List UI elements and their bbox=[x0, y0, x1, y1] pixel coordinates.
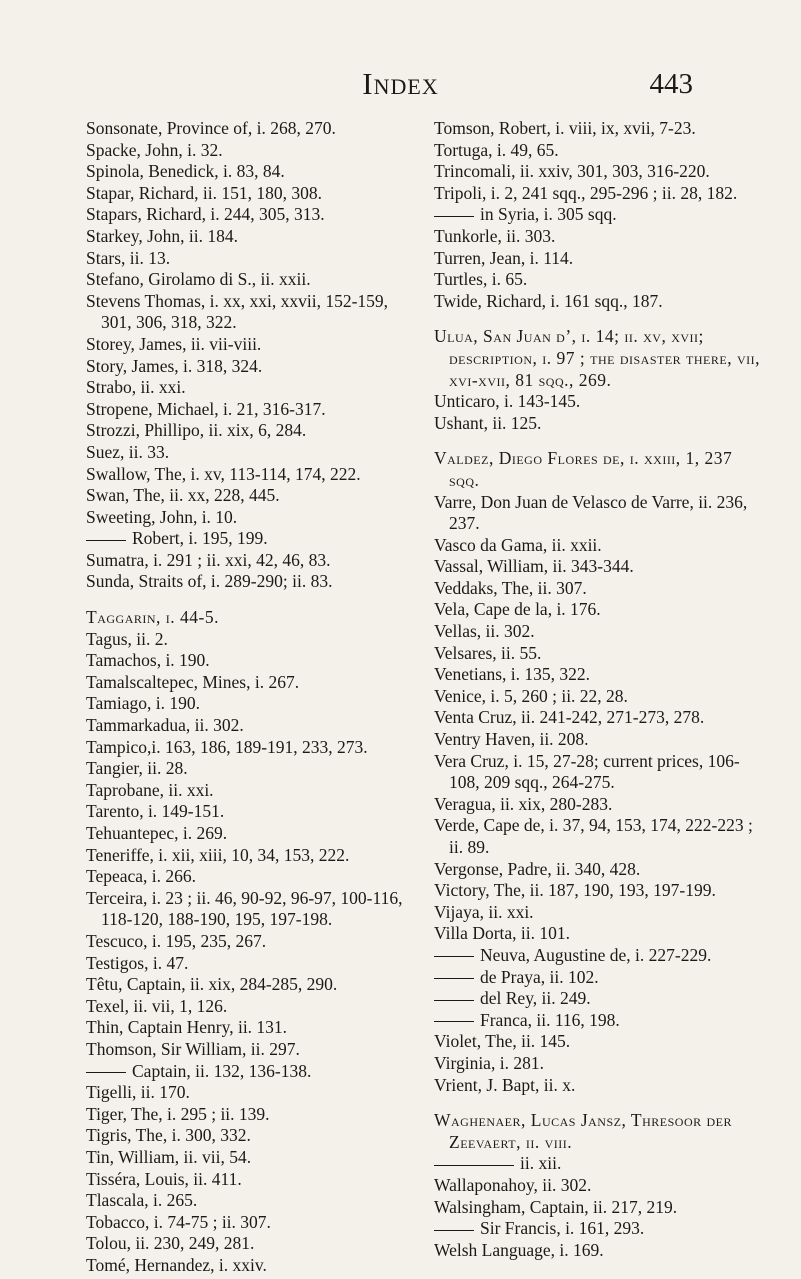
index-entry bbox=[434, 729, 764, 751]
index-entry bbox=[86, 974, 416, 996]
index-entry-text: Sweeting, John, i. 10. bbox=[86, 506, 238, 527]
index-entry-text: de Praya, ii. 102. bbox=[480, 966, 599, 987]
index-entry bbox=[86, 650, 416, 672]
index-entry-text: ii. xii. bbox=[520, 1153, 562, 1174]
index-entry bbox=[86, 1190, 416, 1212]
index-entry-text: Strabo, ii. xxi. bbox=[86, 377, 186, 398]
index-entry-text: Tomé, Hernandez, i. xxiv. bbox=[86, 1254, 267, 1275]
index-entry bbox=[434, 945, 764, 967]
index-entry bbox=[86, 1061, 416, 1083]
index-entry bbox=[434, 880, 764, 902]
index-entry-text: Taprobane, ii. xxi. bbox=[86, 779, 214, 800]
index-entry-text: Storey, James, ii. vii-viii. bbox=[86, 333, 262, 354]
index-entry-text: Sonsonate, Province of, i. 268, 270. bbox=[86, 118, 336, 138]
index-entry bbox=[434, 1053, 764, 1075]
index-entry bbox=[434, 621, 764, 643]
index-entry-text: Tin, William, ii. vii, 54. bbox=[86, 1146, 252, 1167]
index-entry-text: Stropene, Michael, i. 21, 316-317. bbox=[86, 398, 326, 419]
index-entry-text: Valdez, Diego Flores de, i. xxiii, 1, 237 sqq. bbox=[434, 448, 733, 490]
index-entry bbox=[86, 1017, 416, 1039]
index-entry-text: Varre, Don Juan de Velasco de Varre, ii. 236, 237. bbox=[434, 491, 748, 534]
ditto-dash bbox=[86, 540, 126, 541]
index-entry bbox=[434, 1218, 764, 1240]
index-entry-text: Tangier, ii. 28. bbox=[86, 758, 188, 779]
index-entry bbox=[86, 931, 416, 953]
index-entry bbox=[86, 758, 416, 780]
index-entry-text: Spinola, Benedick, i. 83, 84. bbox=[86, 161, 285, 182]
index-entry-text: Tlascala, i. 265. bbox=[86, 1190, 198, 1211]
ditto-dash bbox=[434, 956, 474, 957]
index-entry-text: Stefano, Girolamo di S., ii. xxii. bbox=[86, 269, 311, 290]
index-entry bbox=[86, 399, 416, 421]
index-entry-text: Swan, The, ii. xx, 228, 445. bbox=[86, 485, 280, 506]
index-entry bbox=[434, 707, 764, 729]
index-entry-text: Sunda, Straits of, i. 289-290; ii. 83. bbox=[86, 571, 333, 592]
index-entry-text: Venta Cruz, ii. 241-242, 271-273, 278. bbox=[434, 707, 705, 728]
index-entry-text: Tisséra, Louis, ii. 411. bbox=[86, 1168, 242, 1189]
index-entry-text: Captain, ii. 132, 136-138. bbox=[132, 1060, 312, 1081]
index-entry bbox=[86, 377, 416, 399]
index-entry bbox=[86, 140, 416, 162]
index-entry-text: Vergonse, Padre, ii. 340, 428. bbox=[434, 858, 641, 879]
ditto-dash bbox=[434, 1000, 474, 1001]
index-entry-text: Tobacco, i. 74-75 ; ii. 307. bbox=[86, 1211, 271, 1232]
index-entry bbox=[86, 1039, 416, 1061]
index-entry-text: Sir Francis, i. 161, 293. bbox=[480, 1218, 645, 1239]
index-entry bbox=[434, 751, 764, 794]
index-entry-text: Tamalscaltepec, Mines, i. 267. bbox=[86, 671, 300, 692]
index-entry-text: Tigelli, ii. 170. bbox=[86, 1082, 190, 1103]
index-entry bbox=[86, 1082, 416, 1104]
index-entry-text: Venice, i. 5, 260 ; ii. 22, 28. bbox=[434, 685, 628, 706]
index-entry bbox=[86, 442, 416, 464]
page-header bbox=[0, 66, 801, 106]
index-entry bbox=[86, 1147, 416, 1169]
index-entry-text: Walsingham, Captain, ii. 217, 219. bbox=[434, 1196, 678, 1217]
index-entry bbox=[86, 118, 416, 140]
index-entry-text: Swallow, The, i. xv, 113-114, 174, 222. bbox=[86, 463, 361, 484]
page-number: 443 bbox=[649, 68, 693, 100]
index-entry bbox=[434, 448, 764, 491]
index-entry-text: Vera Cruz, i. 15, 27-28; current prices, 106-108, 209 sqq., 264-275. bbox=[434, 750, 740, 793]
index-entry bbox=[86, 485, 416, 507]
index-entry bbox=[434, 269, 764, 291]
index-entry bbox=[86, 801, 416, 823]
index-entry bbox=[434, 902, 764, 924]
index-entry-text: Unticaro, i. 143-145. bbox=[434, 391, 581, 412]
index-entry-text: Virginia, i. 281. bbox=[434, 1052, 544, 1073]
index-entry-text: Venetians, i. 135, 322. bbox=[434, 664, 591, 685]
index-entry bbox=[86, 845, 416, 867]
index-entry-text: Veragua, ii. xix, 280-283. bbox=[434, 793, 613, 814]
index-entry-text: Tepeaca, i. 266. bbox=[86, 866, 197, 887]
index-entry bbox=[434, 686, 764, 708]
index-entry bbox=[434, 599, 764, 621]
index-entry bbox=[86, 866, 416, 888]
index-entry bbox=[86, 780, 416, 802]
index-entry bbox=[434, 1031, 764, 1053]
index-entry-text: Ulua, San Juan d’, i. 14; ii. xv, xvii; description, i. 97 ; the disaster there, vii, xvi-xvii, 81 sqq., 269. bbox=[434, 326, 760, 390]
index-entry bbox=[86, 269, 416, 291]
index-entry bbox=[434, 204, 764, 226]
index-entry-text: Spacke, John, i. 32. bbox=[86, 139, 223, 160]
index-entry bbox=[86, 953, 416, 975]
index-entry-text: Tescuco, i. 195, 235, 267. bbox=[86, 930, 267, 951]
index-column-left bbox=[86, 118, 416, 1276]
index-entry-text: Vellas, ii. 302. bbox=[434, 621, 535, 642]
index-entry bbox=[86, 1104, 416, 1126]
index-entry bbox=[86, 226, 416, 248]
index-entry-text: Veddaks, The, ii. 307. bbox=[434, 577, 587, 598]
index-entry bbox=[86, 161, 416, 183]
index-entry bbox=[434, 391, 764, 413]
ditto-dash bbox=[434, 978, 474, 979]
index-entry-text: in Syria, i. 305 sqq. bbox=[480, 204, 617, 225]
index-entry-text: Villa Dorta, ii. 101. bbox=[434, 923, 571, 944]
index-entry bbox=[86, 693, 416, 715]
index-entry-text: Violet, The, ii. 145. bbox=[434, 1031, 571, 1052]
index-entry bbox=[434, 140, 764, 162]
index-entry-text: Tagus, ii. 2. bbox=[86, 628, 168, 649]
index-entry-text: Testigos, i. 47. bbox=[86, 952, 189, 973]
index-entry bbox=[434, 664, 764, 686]
index-entry bbox=[86, 420, 416, 442]
index-entry-text: Tripoli, i. 2, 241 sqq., 295-296 ; ii. 28, 182. bbox=[434, 182, 738, 203]
index-entry-text: Texel, ii. vii, 1, 126. bbox=[86, 995, 228, 1016]
index-entry bbox=[86, 629, 416, 651]
index-entry-text: Tarento, i. 149-151. bbox=[86, 801, 225, 822]
index-entry bbox=[86, 464, 416, 486]
index-entry-text: Trincomali, ii. xxiv, 301, 303, 316-220. bbox=[434, 161, 710, 182]
index-entry bbox=[86, 1233, 416, 1255]
index-entry-text: Tamachos, i. 190. bbox=[86, 650, 210, 671]
index-entry-text: Tigris, The, i. 300, 332. bbox=[86, 1125, 251, 1146]
index-entry-text: Story, James, i. 318, 324. bbox=[86, 355, 263, 376]
index-entry-text: Tolou, ii. 230, 249, 281. bbox=[86, 1233, 255, 1254]
index-entry bbox=[434, 1175, 764, 1197]
index-entry-text: Verde, Cape de, i. 37, 94, 153, 174, 222-223 ; ii. 89. bbox=[434, 815, 753, 857]
index-entry-text: Ushant, ii. 125. bbox=[434, 412, 542, 433]
index-entry bbox=[86, 672, 416, 694]
index-entry-text: Sumatra, i. 291 ; ii. xxi, 42, 46, 83. bbox=[86, 549, 331, 570]
index-entry bbox=[434, 1240, 764, 1262]
index-entry bbox=[86, 356, 416, 378]
index-entry bbox=[86, 571, 416, 593]
index-entry bbox=[86, 1169, 416, 1191]
index-entry-text: Franca, ii. 116, 198. bbox=[480, 1009, 620, 1030]
index-entry-text: Velsares, ii. 55. bbox=[434, 642, 542, 663]
index-entry bbox=[434, 492, 764, 535]
index-entry bbox=[434, 794, 764, 816]
index-entry-text: Stars, ii. 13. bbox=[86, 247, 171, 268]
index-entry bbox=[434, 326, 764, 391]
index-entry bbox=[434, 815, 764, 858]
ditto-dash bbox=[434, 216, 474, 217]
index-entry-text: Twide, Richard, i. 161 sqq., 187. bbox=[434, 290, 663, 311]
index-entry bbox=[434, 556, 764, 578]
index-entry-text: Tortuga, i. 49, 65. bbox=[434, 139, 559, 160]
index-entry-text: Teneriffe, i. xii, xiii, 10, 34, 153, 222. bbox=[86, 844, 350, 865]
index-entry-text: Thin, Captain Henry, ii. 131. bbox=[86, 1017, 288, 1038]
index-entry bbox=[86, 823, 416, 845]
index-entry bbox=[434, 226, 764, 248]
index-entry-text: Vrient, J. Bapt, ii. x. bbox=[434, 1074, 576, 1095]
index-entry bbox=[434, 578, 764, 600]
index-entry bbox=[434, 118, 764, 140]
index-entry-text: Tunkorle, ii. 303. bbox=[434, 225, 556, 246]
index-entry bbox=[86, 291, 416, 334]
index-entry bbox=[434, 1110, 764, 1153]
index-entry bbox=[434, 1197, 764, 1219]
index-entry-text: Suez, ii. 33. bbox=[86, 441, 170, 462]
ditto-dash bbox=[434, 1021, 474, 1022]
ditto-dash bbox=[434, 1230, 474, 1231]
index-entry bbox=[86, 715, 416, 737]
index-entry bbox=[86, 996, 416, 1018]
index-entry bbox=[434, 988, 764, 1010]
index-entry-text: Stapars, Richard, i. 244, 305, 313. bbox=[86, 204, 325, 225]
index-entry bbox=[434, 248, 764, 270]
index-entry-text: Welsh Language, i. 169. bbox=[434, 1239, 604, 1260]
index-entry-text: Victory, The, ii. 187, 190, 193, 197-199. bbox=[434, 880, 716, 901]
index-entry bbox=[86, 248, 416, 270]
index-entry-text: Tomson, Robert, i. viii, ix, xvii, 7-23. bbox=[434, 118, 696, 138]
index-entry-text: Tiger, The, i. 295 ; ii. 139. bbox=[86, 1103, 270, 1124]
index-entry-text: Vassal, William, ii. 343-344. bbox=[434, 556, 634, 577]
ditto-dash bbox=[434, 1165, 514, 1166]
index-entry bbox=[434, 1153, 764, 1175]
index-entry-text: Thomson, Sir William, ii. 297. bbox=[86, 1038, 300, 1059]
index-entry-text: Terceira, i. 23 ; ii. 46, 90-92, 96-97, 100-116, 118-120, 188-190, 195, 197-198. bbox=[86, 887, 403, 930]
index-entry-text: Tamiago, i. 190. bbox=[86, 693, 200, 714]
index-entry bbox=[86, 204, 416, 226]
index-entry-text: Tehuantepec, i. 269. bbox=[86, 823, 228, 843]
ditto-dash bbox=[86, 1072, 126, 1073]
index-entry-text: Wallaponahoy, ii. 302. bbox=[434, 1174, 592, 1195]
index-entry bbox=[434, 291, 764, 313]
index-entry-text: Têtu, Captain, ii. xix, 284-285, 290. bbox=[86, 974, 338, 995]
index-entry-text: Turtles, i. 65. bbox=[434, 269, 528, 290]
index-entry-text: Waghenaer, Lucas Jansz, Thresoor der Zeevaert, ii. viii. bbox=[434, 1110, 732, 1152]
index-entry bbox=[86, 507, 416, 529]
index-entry-text: Stapar, Richard, ii. 151, 180, 308. bbox=[86, 182, 323, 203]
index-entry-text: Vijaya, ii. xxi. bbox=[434, 901, 534, 922]
index-column-right bbox=[434, 118, 764, 1261]
index-entry bbox=[86, 1125, 416, 1147]
index-entry-text: Robert, i. 195, 199. bbox=[132, 528, 268, 549]
index-entry bbox=[86, 1212, 416, 1234]
index-entry-text: Vela, Cape de la, i. 176. bbox=[434, 599, 601, 620]
index-entry bbox=[86, 550, 416, 572]
index-entry bbox=[434, 183, 764, 205]
index-entry-text: Turren, Jean, i. 114. bbox=[434, 247, 574, 268]
index-entry bbox=[86, 528, 416, 550]
index-entry bbox=[86, 737, 416, 759]
index-entry-text: Ventry Haven, ii. 208. bbox=[434, 729, 589, 750]
index-entry-text: Vasco da Gama, ii. xxii. bbox=[434, 534, 602, 555]
index-entry-text: Strozzi, Phillipo, ii. xix, 6, 284. bbox=[86, 420, 307, 441]
index-entry bbox=[86, 1255, 416, 1277]
index-entry bbox=[434, 413, 764, 435]
index-entry-text: Taggarin, i. 44-5. bbox=[86, 607, 219, 628]
index-entry bbox=[434, 859, 764, 881]
index-entry-text: Stevens Thomas, i. xx, xxi, xxvii, 152-159, 301, 306, 318, 322. bbox=[86, 290, 389, 333]
index-entry bbox=[434, 967, 764, 989]
index-entry-text: del Rey, ii. 249. bbox=[480, 988, 591, 1009]
index-entry bbox=[434, 535, 764, 557]
index-entry-text: Tampico,i. 163, 186, 189-191, 233, 273. bbox=[86, 736, 368, 757]
index-entry bbox=[86, 183, 416, 205]
index-entry bbox=[434, 1010, 764, 1032]
index-entry-text: Starkey, John, ii. 184. bbox=[86, 225, 238, 246]
index-entry bbox=[434, 1075, 764, 1097]
index-entry bbox=[434, 643, 764, 665]
index-entry bbox=[86, 888, 416, 931]
index-entry-text: Tammarkadua, ii. 302. bbox=[86, 715, 244, 736]
index-entry bbox=[434, 923, 764, 945]
index-entry bbox=[86, 334, 416, 356]
index-entry-text: Neuva, Augustine de, i. 227-229. bbox=[480, 944, 712, 965]
index-entry bbox=[86, 607, 416, 629]
page-title: Index bbox=[362, 66, 439, 101]
index-entry bbox=[434, 161, 764, 183]
